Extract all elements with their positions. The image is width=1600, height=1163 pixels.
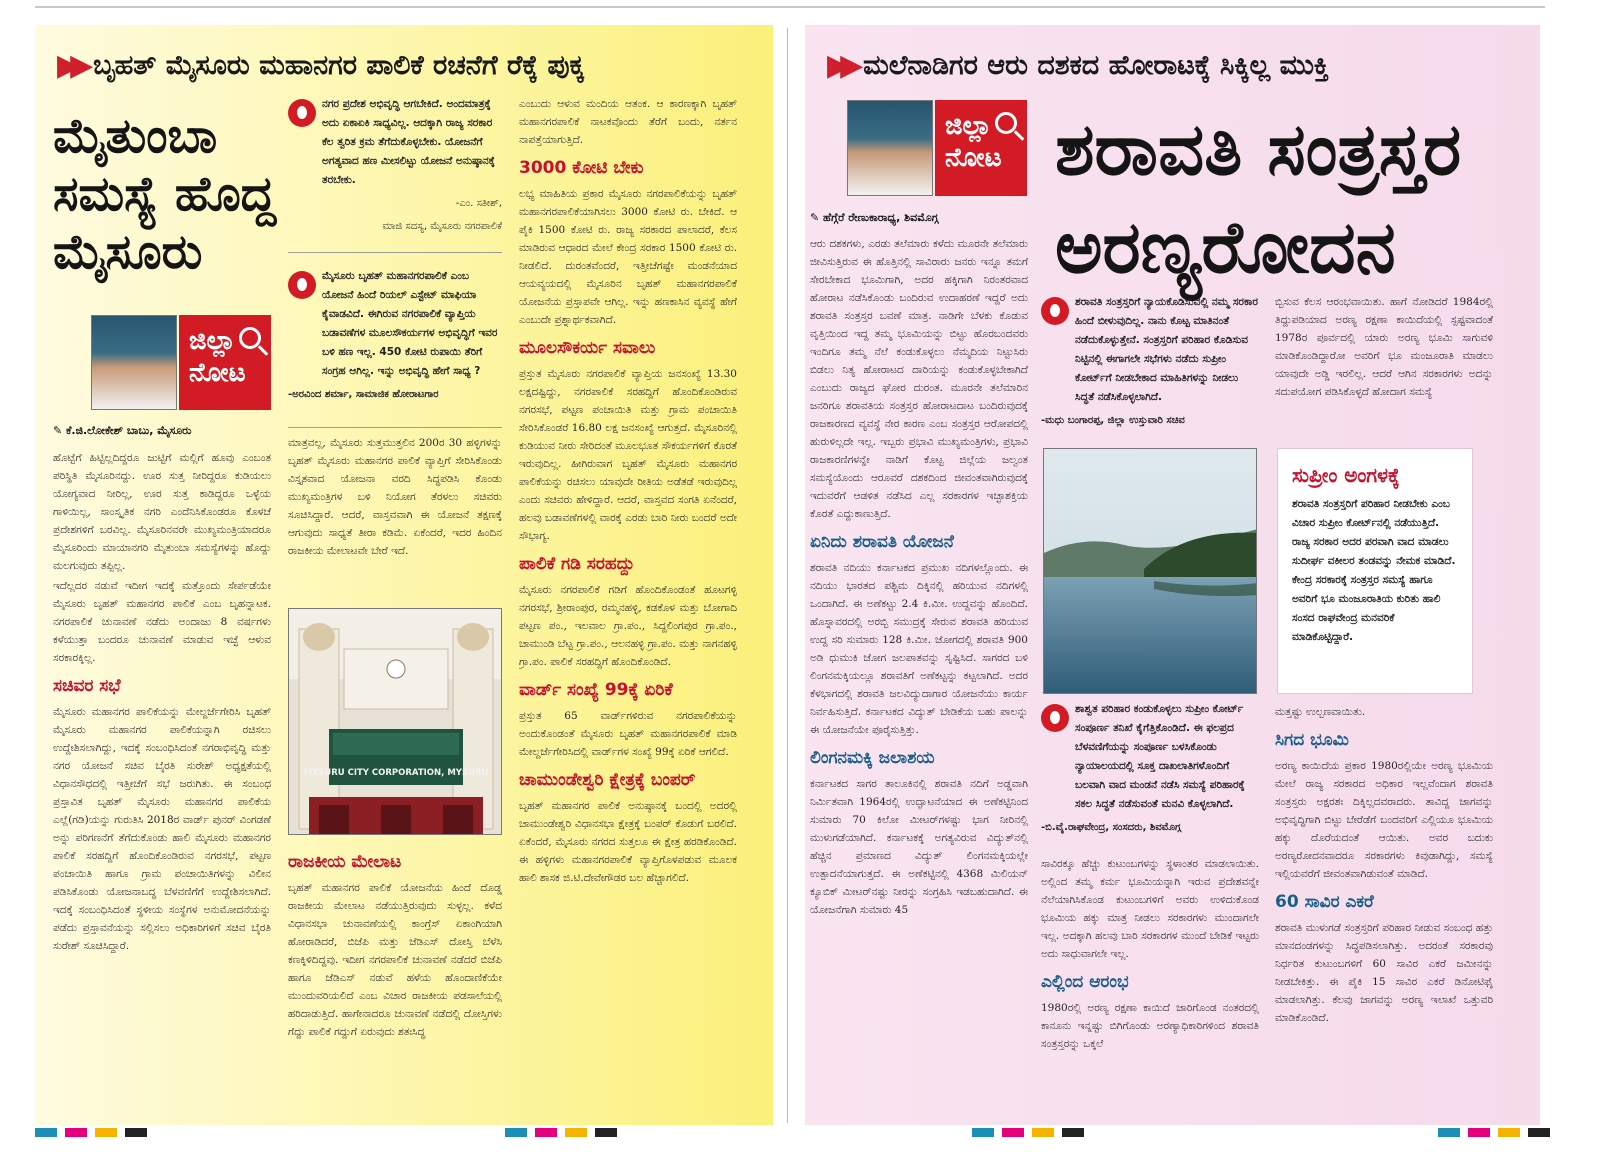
svg-text:MYSURU CITY CORPORATION, MYSUR: MYSURU CITY CORPORATION, MYSURU (303, 768, 489, 778)
author-photo (847, 100, 933, 196)
divider (288, 427, 502, 428)
color-swatch (535, 1128, 557, 1137)
left-headline: ಮೈತುಂಬಾ ಸಮಸ್ಯೆ ಹೊದ್ದ ಮೈಸೂರು (53, 108, 277, 280)
left-page (35, 25, 773, 1125)
subheading: ವಾರ್ಡ್ ಸಂಖ್ಯೆ 99ಕ್ಕೆ ಏರಿಕೆ (519, 680, 673, 700)
color-swatch (972, 1128, 994, 1137)
magnifier-icon (239, 327, 261, 349)
subheading: ಏನಿದು ಶರಾವತಿ ಯೋಜನೆ (810, 532, 954, 552)
right-col-3: ಬ್ಬಿಸುವ ಕೆಲಸ ಆರಂಭವಾಯಿತು. ಹಾಗೆ ನೋಡಿದರೆ 1984ರಲ್ಲಿ ತಿದ್ದುಪಡಿಯಾದ ಅರಣ್ಯ ರಕ್ಷಣಾ ಕಾಯಿದೆಯಲ್ಲಿ ಸ್ಪಷ್ಟವಾದಂತೆ 1978ರ ಪೂರ್ವದಲ್ಲಿ ಯಾರು ಅರಣ್ಯ ಭೂಮಿ ಸಾಗುವಳಿ ಮಾಡಿಕೊಂಡಿದ್ದಾರೋ ಅವರಿಗೆ ಭೂ ಮಂಜೂರಾತಿ ಮಾಡಲು ಯಾವುದೇ ಅಡ್ಡಿ ಇರಲಿಲ್ಲ. ಆದರೆ ಆಗಿನ ಸರಕಾರಗಳು ಅದನ್ನು ಸದುಪಯೋಗ ಪಡಿಸಿಕೊಳ್ಳದೆ ಹೋದಾಗ ಸಮಸ್ಯೆ (1275, 296, 1493, 398)
subheading: 60 ಸಾವಿರ ಎಕರೆ (1275, 892, 1374, 912)
jilla-nota-badge: ಜಿಲ್ಲಾ ನೋಟ (179, 315, 271, 410)
color-registration-bar (35, 1128, 147, 1137)
quote-drop-icon (288, 99, 316, 127)
quote-drop-icon (288, 271, 316, 299)
page-gutter (787, 28, 788, 1123)
subheading: ರಾಜಕೀಯ ಮೇಲಾಟ (288, 852, 402, 872)
right-byline: ✎ ಹೆಗ್ಗೆರೆ ರೇಣುಕಾರಾಧ್ಯ, ಶಿವಮೊಗ್ಗ (810, 211, 939, 224)
left-col-2-bottom: ರಾಜಕೀಯ ಮೇಲಾಟ ಬೃಹತ್ ಮಹಾನಗರ ಪಾಲಿಕೆ ಯೋಜನೆಯ ಹಿಂದೆ ದೊಡ್ಡ ರಾಜಕೀಯ ಮೇಲಾಟ ನಡೆಯುತ್ತಿರುವುದು ಸುಳ್ಳಲ್ಲ. ಕಳೆದ ವಿಧಾನಸಭಾ ಚುನಾವಣೆಯಲ್ಲಿ ಕಾಂಗ್ರೆಸ್ ಏಕಾಂಗಿಯಾಗಿ ಹೋರಾಡಿದರೆ, ಬಿಜೆಪಿ ಮತ್ತು ಜೆಡಿಎಸ್ ದೋಸ್ತಿ ಬೆಳೆಸಿ ಕಣಕ್ಕಿಳಿದಿದ್ದವು. ಇದೀಗ ನಗರಪಾಲಿಕೆ ಚುನಾವಣೆ ನಡೆದರೆ ಬಿಜೆಪಿ ಹಾಗೂ ಜೆಡಿಎಸ್ ನಡುವೆ ಹಳೆಯ ಹೊಂದಾಣಿಕೆಯೇ ಮುಂದುವರಿಯಲಿದೆ ಎಂಬ ವಿಚಾರ ರಾಜಕೀಯ ಪಡಸಾಲೆಯಲ್ಲಿ ಹರಿದಾಡುತ್ತಿದೆ. ಹಾಗೇನಾದರೂ ಚುನಾವಣೆ ನಡೆದಲ್ಲಿ ದೋಸ್ತಿಗಳು ಗೆದ್ದು ಪಾಲಿಕೆ ಗದ್ದುಗೆ ಏರುವುದು ಶತಃಸಿದ್ಧ (288, 843, 502, 1113)
color-swatch (35, 1128, 57, 1137)
color-swatch (125, 1128, 147, 1137)
color-swatch (1528, 1128, 1550, 1137)
subheading: ಸಿಗದ ಭೂಮಿ (1275, 730, 1349, 750)
color-registration-bar (1438, 1128, 1550, 1137)
color-swatch (1498, 1128, 1520, 1137)
right-col-1: ಆರು ದಶಕಗಳು, ಎರಡು ತಲೆಮಾರು ಕಳೆದು ಮೂರನೇ ತಲೆಮಾರು ಜೀವಿಸುತ್ತಿರುವ ಈ ಹೊತ್ತಿನಲ್ಲಿ ಸಾವಿರಾರು ಜನರು ಇನ್ನೂ ತಮಗೆ ಸೇರಬೇಕಾದ ಭೂಮಿಗಾಗಿ, ಅದರ ಹಕ್ಕಿಗಾಗಿ ನಿರಂತರವಾದ ಹೋರಾಟ ನಡೆಸಿಕೊಂಡು ಬಂದಿರುವ ಉದಾಹರಣೆ ಇದ್ದರೆ ಅದು ಶರಾವತಿ ಸಂತ್ರಸ್ತರ ಬವಣೆ ಮಾತ್ರ. ನಾಡಿಗೇ ಬೆಳಕು ಕೊಡುವ ವೃತ್ತಿಯಿಂದ ಇದ್ದ ತಮ್ಮ ಭೂಮಿಯನ್ನು ಬಿಟ್ಟು ಹೊರಬಂದವರು ಇಂದಿಗೂ ತಮ್ಮ ನೆಲೆ ಕಂಡುಕೊಳ್ಳಲು ನೆಮ್ಮದಿಯ ನಿಟ್ಟುಸಿರು ಬಿಡಲು ನಿತ್ಯ ಹೋರಾಟದ ದಾರಿಯನ್ನು ಕಂಡುಕೊಳ್ಳಬೇಕಾಗಿದೆ ಎಂಬುದು ರಾಜ್ಯದ ಘೋರ ದುರಂತ. ಮೂರನೇ ತಲೆಮಾರಿನ ಜನರಿಗೂ ಶರಾವತಿಯ ಸಂತ್ರಸ್ತರ ಹೋರಾಟದಾಟ ಬಂದಿರುವುದಕ್ಕೆ ರಾಜಕಾರಣದ ವ್ಯವಸ್ಥೆ ನೇರ ಕಾರಣ ಎಂಬ ಸಂತ್ರಸ್ತರ ಆರೋಪದಲ್ಲಿ ಹುರುಳಿಲ್ಲದೇ ಇಲ್ಲ. ಇಬ್ಬರು ಪ್ರಭಾವಿ ಮುಖ್ಯಮಂತ್ರಿಗಳು, ಪ್ರಭಾವಿ ರಾಜಕಾರಣಿಗಳನ್ನೇ ನಾಡಿಗೆ ಕೊಟ್ಟ ಜಿಲ್ಲೆಯ ಜಲ್ವಂತ ಸಮಸ್ಯೆಯೊಂದು ಆರೂವರೆ ದಶಕದಿಂದ ಜೀವಂತವಾಗಿರುವುದಕ್ಕೆ ಇದುವರೆಗೆ ಆಡಳಿತ ನಡೆಸಿದ ಎಲ್ಲ ಸರಕಾರಗಳ ಇಚ್ಛಾಶಕ್ತಿಯ ಕೊರತೆ ಎದ್ದುಕಾಣುತ್ತಿದೆ. ಏನಿದು ಶರಾವತಿ ಯೋಜನೆ ಶರಾವತಿ ನದಿಯು ಕರ್ನಾಟಕದ ಪ್ರಮುಖ ನದಿಗಳಲ್ಲೊಂದು. ಈ ನದಿಯು ಭಾರತದ ಪಶ್ಚಿಮ ದಿಕ್ಕಿನಲ್ಲಿ ಹರಿಯುವ ನದಿಗಳಲ್ಲಿ ಒಂದಾಗಿದೆ. ಈ ಅಣೆಕಟ್ಟು 2.4 ಕಿ.ಮೀ. ಉದ್ದವನ್ನು ಹೊಂದಿದೆ. ಹೊಸ್ನಾವರದಲ್ಲಿ ಅರಬ್ಬಿ ಸಮುದ್ರಕ್ಕೆ ಸೇರುವ ಶರಾವತಿ ಹರಿಯುವ ಉದ್ದ ಸರಿ ಸುಮಾರು 128 ಕಿ.ಮೀ. ಜೋಗದಲ್ಲಿ ಶರಾವತಿ 900 ಅಡಿ ಧುಮುಕಿ ಜೋಗ ಜಲಪಾತವನ್ನು ಸೃಷ್ಟಿಸಿದೆ. ಸಾಗರದ ಬಳಿ ಲಿಂಗನಮಕ್ಕಿಯಲ್ಲೂ ಶರಾವತಿಗೆ ಅಣೆಕಟ್ಟನ್ನು ಕಟ್ಟಲಾಗಿದೆ. ಅದರ ಕೆಳಭಾಗದಲ್ಲಿ ಶರಾವತಿ ಜಲವಿದ್ಯುದಾಗಾರ ಯೋಜನೆಯು ಕಾರ್ಯ ನಿರ್ವಹಿಸುತ್ತಿದೆ. ಕರ್ನಾಟಕದ ವಿದ್ಯುತ್ ಬೇಡಿಕೆಯ ಬಹು ಪಾಲನ್ನು ಈ ಯೋಜನೆಯೇ ಪೂರೈಸುತ್ತಿತ್ತು. ಲಿಂಗನಮಕ್ಕಿ ಜಲಾಶಯ ಕರ್ನಾಟಕದ ಸಾಗರ ತಾಲೂಕಿನಲ್ಲಿ ಶರಾವತಿ ನದಿಗೆ ಅಡ್ಡವಾಗಿ ನಿರ್ಮಿತವಾಗಿ 1964ರಲ್ಲಿ ಉದ್ಘಾಟನೆಯಾದ ಈ ಅಣೆಕಟ್ಟಿನಿಂದ ಸುಮಾರು 70 ಕಿಲೋ ಮೀಟರ್‌ಗಳಷ್ಟು ಭಾಗ ನೀರಿನಲ್ಲಿ ಮುಳುಗಡೆಯಾಗಿದೆ. ಕರ್ನಾಟಕಕ್ಕೆ ಅಗತ್ಯವಿರುವ ವಿದ್ಯುತ್‌ನಲ್ಲಿ ಹೆಚ್ಚಿನ ಪ್ರಮಾಣದ ವಿದ್ಯುತ್ ಲಿಂಗನಮಕ್ಕಿಯಲ್ಲೇ ಉತ್ಪಾದನೆಯಾಗುತ್ತದೆ. ಈ ಅಣೆಕಟ್ಟಿನಲ್ಲಿ 4368 ಮಿಲಿಯನ್ ಕ್ಯೂಬಿಕ್ ಮೀಟರ್‌ನಷ್ಟು ನೀರನ್ನು ಸಂಗ್ರಹಿಸಿ ಇಡಬಹುದಾಗಿದೆ. ಈ ಯೋಜನೆಗಾಗಿ ಸುಮಾರು 45 (810, 238, 1028, 916)
right-col-2: ಸಾವಿರಕ್ಕೂ ಹೆಚ್ಚು ಕುಟುಂಬಗಳನ್ನು ಸ್ಥಳಾಂತರ ಮಾಡಲಾಯಿತು. ಅಲ್ಲಿಂದ ತಮ್ಮ ಕರ್ಮ ಭೂಮಿಯನ್ನಾಗಿ ಇರುವ ಪ್ರದೇಶವನ್ನೇ ನೆಲೆಯಾಗಿಸಿಕೊಂಡ ಕುಟುಂಬಗಳಿಗೆ ಅವರು ಉಳಿದುಕೊಂಡ ಭೂಮಿಯ ಹಕ್ಕು ಮಾತ್ರ ನೀಡಲು ಸರಕಾರಗಳು ಮುಂದಾಗಲೇ ಇಲ್ಲ. ಅದಕ್ಕಾಗಿ ಹಲವು ಬಾರಿ ಸರಕಾರಗಳ ಮುಂದೆ ಬೇಡಿಕೆ ಇಟ್ಟರು ಅದು ಸಾಧುವಾಗಲೇ ಇಲ್ಲ. ಎಲ್ಲಿಂದ ಆರಂಭ 1980ರಲ್ಲಿ ಅರಣ್ಯ ರಕ್ಷಣಾ ಕಾಯಿದೆ ಜಾರಿಗೊಂಡ ನಂತರದಲ್ಲಿ ಕಾನೂನು ಇನ್ನಷ್ಟು ಬಿಗಿಗೊಂಡು ಅರಣ್ಯಾಧಿಕಾರಿಗಳಿಂದ ಶರಾವತಿ ಸಂತ್ರಸ್ತರನ್ನು ಒಕ್ಕಲೆ (1041, 858, 1259, 1050)
color-swatch (505, 1128, 527, 1137)
left-byline: ✎ ಕೆ.ಜಿ.ಲೋಕೇಶ್ ಬಾಬು, ಮೈಸೂರು (53, 424, 192, 437)
color-swatch (1002, 1128, 1024, 1137)
quote-block: ನಗರ ಪ್ರದೇಶ ಅಭಿವೃದ್ಧಿ ಆಗಬೇಕಿದೆ. ಅಂದಮಾತ್ರಕ್ಕೆ ಅದು ಏಕಾಏಕಿ ಸಾಧ್ಯವಿಲ್ಲ. ಆದಕ್ಕಾಗಿ ರಾಜ್ಯ ಸರಕಾರ ಕೆಲ ತ್ವರಿತ ಕ್ರಮ ತೆಗೆದುಕೊಳ್ಳಬೇಕು. ಯೋಜನೆಗೆ ಅಗತ್ಯವಾದ ಹಣ ಮೀಸಲಿಟ್ಟು ಯೋಜನೆ ಅನುಷ್ಠಾನಕ್ಕೆ ತರಬೇಕು. -ಎಂ. ಸತೀಶ್, ಮಾಜಿ ಸದಸ್ಯ, ಮೈಸೂರು ನಗರಪಾಲಿಕೆ (288, 95, 502, 236)
right-page (805, 25, 1540, 1125)
supreme-court-box: ಸುಪ್ರೀಂ ಅಂಗಳಕ್ಕೆ ಶರಾವತಿ ಸಂತ್ರಸ್ತರಿಗೆ ಪರಿಹಾರ ನೀಡಬೇಕು ಎಂಬ ವಿಚಾರ ಸುಪ್ರೀಂ ಕೋರ್ಟ್‌ನಲ್ಲಿ ನಡೆಯುತ್ತಿದೆ. ರಾಜ್ಯ ಸರಕಾರ ಅದರ ಪರವಾಗಿ ವಾದ ಮಾಡಲು ಸುದೀರ್ಘ ವಕೀಲರ ತಂಡವನ್ನು ನೇಮಕ ಮಾಡಿದೆ. ಕೇಂದ್ರ ಸರಕಾರಕ್ಕೆ ಸಂತ್ರಸ್ತರ ಸಮಸ್ಯೆ ಹಾಗೂ ಅವರಿಗೆ ಭೂ ಮಂಜೂರಾತಿಯ ಕುರಿತು ಹಾಲಿ ಸಂಸದ ರಾಘವೇಂದ್ರ ಮನವರಿಕೆ ಮಾಡಿಕೊಟ್ಟಿದ್ದಾರೆ. (1277, 448, 1473, 694)
color-swatch (65, 1128, 87, 1137)
subheading: ಪಾಲಿಕೆ ಗಡಿ ಸರಹದ್ದು (519, 554, 635, 574)
sharavathi-river-photo (1043, 448, 1257, 694)
right-headline: ಶರಾವತಿ ಸಂತ್ರಸ್ತರ ಅರಣ್ಯರೋದನ (1055, 107, 1462, 289)
subheading: ಚಾಮುಂಡೇಶ್ವರಿ ಕ್ಷೇತ್ರಕ್ಕೆ ಬಂಪರ್ (519, 770, 696, 790)
quote-block: ಶರಾವತಿ ಸಂತ್ರಸ್ತರಿಗೆ ನ್ಯಾಯಕೊಡಿಸುವಲ್ಲಿ ನಮ್ಮ ಸರಕಾರ ಹಿಂದೆ ಬೀಳುವುದಿಲ್ಲ. ನಾನು ಕೊಟ್ಟ ಮಾತಿನಂತೆ ನಡೆದುಕೊಳ್ಳುತ್ತೇನೆ. ಸಂತ್ರಸ್ತರಿಗೆ ಪರಿಹಾರ ಕೊಡಿಸುವ ನಿಟ್ಟಿನಲ್ಲಿ ಈಗಾಗಲೇ ಸಭೆಗಳು ನಡೆದು ಸುಪ್ರೀಂ ಕೋರ್ಟ್‌ಗೆ ನೀಡಬೇಕಾದ ಮಾಹಿತಿಗಳನ್ನು ನೀಡಲು ಸಿದ್ಧತೆ ನಡೆಸಿಕೊಳ್ಳಲಾಗಿದೆ. -ಮಧು ಬಂಗಾರಪ್ಪ, ಜಿಲ್ಲಾ ಉಸ್ತುವಾರಿ ಸಚಿವ (1041, 296, 1258, 426)
subheading: ಲಿಂಗನಮಕ್ಕಿ ಜಲಾಶಯ (810, 748, 935, 768)
color-swatch (1062, 1128, 1084, 1137)
divider (288, 252, 502, 253)
quote-block: ಮೈಸೂರು ಬೃಹತ್ ಮಹಾನಗರಪಾಲಿಕೆ ಎಂಬ ಯೋಜನೆ ಹಿಂದೆ ರಿಯಲ್ ಎಸ್ಟೇಟ್ ಮಾಫಿಯಾ ಕೈವಾಡವಿದೆ. ಈಗಿರುವ ನಗರಪಾಲಿಕೆ ವ್ಯಾಪ್ತಿಯ ಬಡಾವಣೆಗಳ ಮೂಲಸೌಕರ್ಯಗಳ ಅಭಿವೃದ್ಧಿಗೆ ಇವರ ಬಳಿ ಹಣ ಇಲ್ಲ. 450 ಕೋಟಿ ರುಪಾಯಿ ತೆರಿಗೆ ಸಂಗ್ರಹ ಆಗಿಲ್ಲ. ಇನ್ನು ಅಭಿವೃದ್ಧಿ ಹೇಗೆ ಸಾಧ್ಯ ? -ಅರವಿಂದ ಶರ್ಮಾ, ಸಾಮಾಜಿಕ ಹೋರಾಟಗಾರ (288, 270, 498, 400)
city-corporation-building-image (289, 609, 502, 835)
right-col-4: ಮತ್ತಷ್ಟು ಉಲ್ಬಣವಾಯಿತು. ಸಿಗದ ಭೂಮಿ ಅರಣ್ಯ ಕಾಯಿದೆಯ ಪ್ರಕಾರ 1980ರಲ್ಲಿಯೇ ಅರಣ್ಯ ಭೂಮಿಯ ಮೇಲೆ ರಾಜ್ಯ ಸರಕಾರದ ಅಧಿಕಾರ ಇಲ್ಲವೆಂದಾಗ ಶರಾವತಿ ಸಂತ್ರಸ್ತರು ಅಕ್ಷರಶಃ ದಿಕ್ಕಿಲ್ಲದವರಾದರು. ತಾವಿದ್ದ ಜಾಗವನ್ನು ಅಭಿವೃದ್ಧಿಗಾಗಿ ಬಿಟ್ಟು ಬೇರೆಡೆಗೆ ಬಂದವರಿಗೆ ಎಲ್ಲಿಯೂ ಭೂಮಿಯ ಹಕ್ಕು ದೊರೆಯದಂತೆ ಆಯಿತು. ಅವರ ಬದುಕು ಅರಣ್ಯರೋದನವಾದರೂ ಸರಕಾರಗಳು ಕಿವುಡಾಗಿದ್ದು, ಸಮಸ್ಯೆ ಇಲ್ಲಿಯವರೆಗೆ ಜೀವಂತವಾಗಿಡುವಂತೆ ಮಾಡಿದೆ. 60 ಸಾವಿರ ಎಕರೆ ಶರಾವತಿ ಮುಳುಗಡೆ ಸಂತ್ರಸ್ತರಿಗೆ ಪರಿಹಾರ ನೀಡುವ ಸಂಬಂಧ ಹತ್ತು ಮಾನದಂಡಗಳನ್ನು ಸಿದ್ಧಪಡಿಸಲಾಗಿತ್ತು. ಅದರಂತೆ ಸರಕಾರವು ನಿರ್ಧರಿತ ಕುಟುಂಬಗಳಿಗೆ 60 ಸಾವಿರ ಎಕರೆ ಜಮೀನನ್ನು ನೀಡಬೇಕಿತ್ತು. ಈ ಪೈಕಿ 15 ಸಾವಿರ ಎಕರೆ ಡಿನೋಟಿಫೈ ಮಾಡಲಾಗಿತ್ತು. ಕೆಲವು ಜಾಗವನ್ನು ಅರಣ್ಯ ಇಲಾಖೆ ಒತ್ತುವರಿ ಮಾಡಿಕೊಂಡಿದೆ. (1275, 706, 1493, 1024)
subheading: ಎಲ್ಲಿಂದ ಆರಂಭ (1041, 972, 1129, 992)
color-registration-bar (505, 1128, 617, 1137)
color-swatch (565, 1128, 587, 1137)
double-arrow-icon: ▶▶ (827, 48, 854, 83)
color-swatch (1438, 1128, 1460, 1137)
subheading: ಮೂಲಸೌಕರ್ಯ ಸವಾಲು (519, 338, 656, 358)
city-corporation-photo (288, 608, 502, 835)
color-swatch (1468, 1128, 1490, 1137)
magnifier-icon (995, 112, 1017, 134)
left-kicker: ▶▶ ಬೃಹತ್ ಮೈಸೂರು ಮಹಾನಗರ ಪಾಲಿಕೆ ರಚನೆಗೆ ರೆಕ್ಕೆ ಪುಕ್ಕ (57, 48, 585, 83)
left-col-1: ಹೊಟ್ಟೆಗೆ ಹಿಟ್ಟಿಲ್ಲದಿದ್ದರೂ ಜುಟ್ಟಿಗೆ ಮಲ್ಲಿಗೆ ಹೂವು ಎಂಬಂತ ಪರಿಸ್ಥಿತಿ ಮೈಸೂರಿನದ್ದು. ಊರ ಸುತ್ತ ನೀರಿದ್ದರೂ ಕುಡಿಯಲು ಯೋಗ್ಯವಾದ ನೀರಿಲ್ಲ, ಊರ ಸುತ್ತ ಕಾಡಿದ್ದರೂ ಒಳ್ಳೆಯ ಗಾಳಿಯಿಲ್ಲ, ಸಾಂಸ್ಕೃತಿಕ ನಗರಿ ಎಂದೆನಿಸಿಕೊಂಡರೂ ಕೊಳಚೆ ಪ್ರದೇಶಗಳಿಗೆ ಬರವಿಲ್ಲ. ಮೈಸೂರಿನವರೇ ಮುಖ್ಯಮಂತ್ರಿಯಾದರೂ ಮೈಸೂರಿಂದು ಮಾಯಾನಗರಿ ಮೈತುಂಬಾ ಸಮಸ್ಯೆಗಳನ್ನು ಹೊದ್ದು ಮಲಗುವುದು ತಪ್ಪಿಲ್ಲ. ಇದೆಲ್ಲದರ ನಡುವೆ ಇದೀಗ ಇದಕ್ಕೆ ಮತ್ತೊಂದು ಸೇರ್ಪಡೆಯೇ ಮೈಸೂರು ಬೃಹತ್ ಮಹಾನಗರ ಪಾಲಿಕೆ ಎಂಬ ಬೃಹನ್ನಾಟಕ. ನಗರಪಾಲಿಕೆ ಚುನಾವಣೆ ನಡೆದು ಅಂದಾಜು 8 ವರ್ಷಗಳು ಕಳೆಯುತ್ತಾ ಬಂದರೂ ಚುನಾವಣೆ ಮಾಡುವ ಇಚ್ಛೆ ಆಳುವ ಸರಕಾರಕ್ಕಿಲ್ಲ. ಸಚಿವರ ಸಭೆ ಮೈಸೂರು ಮಹಾನಗರ ಪಾಲಿಕೆಯನ್ನು ಮೇಲ್ದರ್ಜೆಗೇರಿಸಿ ಬೃಹತ್ ಮೈಸೂರು ಮಹಾನಗರ ಪಾಲಿಕೆಯನ್ನಾಗಿ ರಚಿಸಲು ಉದ್ದೇಶಿಸಲಾಗಿದ್ದು, ಇದಕ್ಕೆ ಸಂಬಂಧಿಸಿದಂತೆ ನಗರಾಭಿವೃದ್ಧಿ ಮತ್ತು ನಗರ ಯೋಜನೆ ಸಚಿವ ಬೈರತಿ ಸುರೇಶ್ ಅಧ್ಯಕ್ಷತೆಯಲ್ಲಿ ವಿಧಾನಸೌಧದಲ್ಲಿ ಇತ್ತೀಚೆಗೆ ಸಭೆ ಜರುಗಿತು. ಈ ಸಂಬಂಧ ಪ್ರಸ್ತಾವಿತ ಬೃಹತ್ ಮೈಸೂರು ಮಹಾನಗರ ಪಾಲಿಕೆಯ ಎಲ್ಲೆ(ಗಡಿ)ಯನ್ನು ಗುರುತಿಸಿ 2018ರ ವಾರ್ಡ್ ಪುನರ್ ವಿಂಗಡಣೆ ಅನ್ನು ಪರಿಗಣನೆಗೆ ತೆಗೆದುಕೊಂಡು ಹಾಲಿ ಮೈಸೂರು ಮಹಾನಗರ ಪಾಲಿಕೆ ಸರಹದ್ದಿಗೆ ಹೊಂದಿಕೊಂಡಿರುವ ನಗರಸಭೆ, ಪಟ್ಟಣ ಪಂಚಾಯಿತಿ ಹಾಗೂ ಗ್ರಾಮ ಪಂಚಾಯಿತಿಗಳನ್ನು ವಿಲೀನ ಪಡಿಸಿಕೊಂಡು ಯೋಜನಾಬದ್ಧ ಬೆಳವಣಿಗೆಗೆ ಉದ್ದೇಶಿಸಲಾಗಿದೆ. ಇದಕ್ಕೆ ಸಂಬಂಧಿಸಿದಂತೆ ಸ್ಥಳೀಯ ಸಂಸ್ಥೆಗಳ ಅನುಮೋದನೆಯನ್ನು ಪಡೆದು ಪ್ರಸ್ತಾವನೆಯನ್ನು ಸಲ್ಲಿಸಲು ಅಧಿಕಾರಿಗಳಿಗೆ ಸಚಿವ ಬೈರತಿ ಸುರೇಶ್ ಸೂಚಿಸಿದ್ದಾರೆ. (53, 452, 271, 952)
author-photo (91, 315, 177, 410)
top-rule (35, 6, 1545, 8)
color-swatch (1032, 1128, 1054, 1137)
left-col-2: ಮಾತ್ರವಲ್ಲ, ಮೈಸೂರು ಸುತ್ತಮುತ್ತಲಿನ 200ರ 30 ಹಳ್ಳಿಗಳನ್ನು ಬೃಹತ್ ಮೈಸೂರು ಮಹಾನಗರ ಪಾಲಿಕೆ ವ್ಯಾಪ್ತಿಗೆ ಸೇರಿಸಿಕೊಂಡು ವಿಸ್ತೃತವಾದ ಯೋಜನಾ ವರದಿ ಸಿದ್ಧಪಡಿಸಿ ಕೊಂಡು ಮುಖ್ಯಮಂತ್ರಿಗಳ ಬಳಿ ನಿಯೋಗ ತೆರಳಲು ಸಚಿವರು ಸೂಚಿಸಿದ್ದಾರೆ. ಆದರೆ, ವಾಸ್ತವವಾಗಿ ಈ ಯೋಜನೆ ತಕ್ಷಣಕ್ಕೆ ಆಗುವುದು ಸಾಧ್ಯತೆ ತೀರಾ ಕಡಿಮೆ. ಏಕೆಂದರೆ, ಇದರ ಹಿಂದಿನ ರಾಜಕೀಯ ಮೇಲಾಟವೇ ಬೇರೆ ಇದೆ. (288, 437, 502, 557)
color-swatch (595, 1128, 617, 1137)
double-arrow-icon: ▶▶ (57, 48, 84, 83)
quote-drop-icon (1041, 297, 1069, 325)
color-swatch (95, 1128, 117, 1137)
color-registration-bar (972, 1128, 1084, 1137)
quote-block: ಶಾಶ್ವತ ಪರಿಹಾರ ಕಂಡುಕೊಳ್ಳಲು ಸುಪ್ರೀಂ ಕೋರ್ಟ್ ಸಂಪೂರ್ಣ ತನಿಖೆ ಕೈಗೆತ್ತಿಕೊಂಡಿದೆ. ಈ ಫಲಪ್ರದ ಬೆಳವಣಿಗೆಯನ್ನು ಸಂಪೂರ್ಣ ಬಳಸಿಕೊಂಡು ನ್ಯಾಯಾಲಯದಲ್ಲಿ ಸೂಕ್ತ ದಾಖಲಾತಿಗಳೊಂದಿಗೆ ಬಲವಾಗಿ ವಾದ ಮಂಡನೆ ನಡೆಸಿ ಸಮಸ್ಯೆ ಪರಿಹಾರಕ್ಕೆ ಸಕಲ ಸಿದ್ಧತೆ ನಡೆಸುವಂತೆ ಮನವಿ ಕೊಳ್ಳಲಾಗಿದೆ. -ಬಿ.ವೈ.ರಾಘವೇಂದ್ರ, ಸಂಸದರು, ಶಿವಮೊಗ್ಗ (1041, 703, 1245, 833)
subheading: 3000 ಕೋಟಿ ಬೇಕು (519, 158, 644, 178)
river-landscape-image (1044, 449, 1257, 694)
quote-drop-icon (1041, 704, 1069, 732)
right-kicker: ▶▶ ಮಲೆನಾಡಿಗರ ಆರು ದಶಕದ ಹೋರಾಟಕ್ಕೆ ಸಿಕ್ಕಿಲ್ಲ ಮುಕ್ತಿ (827, 48, 1329, 83)
subheading: ಸಚಿವರ ಸಭೆ (53, 676, 121, 696)
jilla-nota-badge: ಜಿಲ್ಲಾ ನೋಟ (935, 100, 1027, 196)
left-col-3: ಎಂಬುದು ಆಳುವ ಮಂದಿಯ ಆತಂಕ. ಆ ಕಾರಣಕ್ಕಾಗಿ ಬೃಹತ್ ಮಹಾನಗರಪಾಲಿಕೆ ನಾಟಕವೊಂದು ತೆರೆಗೆ ಬಂದು, ನರ್ತನ ನಾಪತ್ತೆಯಾಗುತ್ತಿದೆ. 3000 ಕೋಟಿ ಬೇಕು ಲಭ್ಯ ಮಾಹಿತಿಯ ಪ್ರಕಾರ ಮೈಸೂರು ನಗರಪಾಲಿಕೆಯನ್ನು ಬೃಹತ್ ಮಹಾನಗರಪಾಲಿಕೆಯಾಗಿಸಲು 3000 ಕೋಟಿ ರು. ಬೇಕಿದೆ. ಆ ಪೈಕಿ 1500 ಕೋಟಿ ರು. ರಾಜ್ಯ ಸರಕಾರದ ಪಾಲಾದರೆ, ಕೆಲಸ ಮಾಡಿರುವ ಆಧಾರದ ಮೇಲೆ ಕೇಂದ್ರ ಸರಕಾರ 1500 ಕೋಟಿ ರು. ನೀಡಲಿದೆ. ದುರಂತವೆಂದರೆ, ಇತ್ತೀಚೆಗಷ್ಟೇ ಮಂಡನೆಯಾದ ಆಯವ್ಯಯದಲ್ಲಿ ಮೈಸೂರಿನ ಬೃಹತ್ ಮಹಾನಗರಪಾಲಿಕೆ ಯೋಜನೆಯ ಪ್ರಸ್ತಾಪವೇ ಆಗಿಲ್ಲ. ಇನ್ನು ಹಣಕಾಸಿನ ವ್ಯವಸ್ಥೆ ಹೇಗೆ ಎಂಬುದೇ ಪ್ರಶ್ನಾರ್ಥಕವಾಗಿದೆ. ಮೂಲಸೌಕರ್ಯ ಸವಾಲು ಪ್ರಸ್ತುತ ಮೈಸೂರು ನಗರಪಾಲಿಕೆ ವ್ಯಾಪ್ತಿಯ ಜನಸಂಖ್ಯೆ 13.30 ಲಕ್ಷದಷ್ಟಿದ್ದು, ನಗರಪಾಲಿಕೆ ಸರಹದ್ದಿಗೆ ಹೊಂದಿಕೊಂಡಿರುವ ನಗರಸಭೆ, ಪಟ್ಟಣ ಪಂಚಾಯಿತಿ ಮತ್ತು ಗ್ರಾಮ ಪಂಚಾಯಿತಿ ಸೇರಿಸಿಕೊಂಡರೆ 16.80 ಲಕ್ಷ ಜನಸಂಖ್ಯೆ ಆಗುತ್ತದೆ. ಮೈಸೂರಿನಲ್ಲಿ ಕುಡಿಯುವ ನೀರು ಸೇರಿದಂತೆ ಮೂಲಭೂತ ಸೌಕರ್ಯಗಳಿಗೆ ಕೊರತೆ ಇರುವುದಿಲ್ಲ. ಹೀಗಿರುವಾಗ ಬೃಹತ್ ಮೈಸೂರು ಮಹಾನಗರ ಪಾಲಿಕೆಯನ್ನು ರಚಿಸಲು ಯಾವುದೇ ರೀತಿಯ ಅಡೆತಡೆ ಇರುವುದಿಲ್ಲ ಎಂದು ಸಚಿವರು ಹೇಳಿದ್ದಾರೆ. ಆದರೆ, ವಾಸ್ತವದ ಸಂಗತಿ ಏನೆಂದರೆ, ಹಲವು ಬಡಾವಣೆಗಳಲ್ಲಿ ವಾರಕ್ಕೆ ಎರಡು ಬಾರಿ ನೀರು ಬಂದರೆ ಅದೇ ಸೌಭಾಗ್ಯ. ಪಾಲಿಕೆ ಗಡಿ ಸರಹದ್ದು ಮೈಸೂರು ನಗರಪಾಲಿಕೆ ಗಡಿಗೆ ಹೊಂದಿಕೊಂಡಂತೆ ಹೂಟಗಳ್ಳಿ ನಗರಸಭೆ, ಶ್ರೀರಾಂಪುರ, ರಮ್ಮನಹಳ್ಳಿ, ಕಡಕೊಳ ಮತ್ತು ಬೋಗಾದಿ ಪಟ್ಟಣ ಪಂ., ಇಲವಾಲ ಗ್ರಾ.ಪಂ., ಸಿದ್ದಲಿಂಗಪುರ ಗ್ರಾ.ಪಂ., ಚಾಮುಂಡಿ ಬೆಟ್ಟ ಗ್ರಾ.ಪಂ., ಆಲನಹಳ್ಳಿ ಗ್ರಾ.ಪಂ. ಮತ್ತು ನಾಗನಹಳ್ಳಿ ಗ್ರಾ.ಪಂ. ಪಾಲಿಕೆ ಸರಹದ್ದಿಗೆ ಹೊಂದಿಕೊಂಡಿದೆ. ವಾರ್ಡ್ ಸಂಖ್ಯೆ 99ಕ್ಕೆ ಏರಿಕೆ ಪ್ರಸ್ತುತ 65 ವಾರ್ಡ್‌ಗಳಿರುವ ನಗರಪಾಲಿಕೆಯನ್ನು ಅಂದುಕೊಂಡಂತೆ ಮೈಸೂರು ಬೃಹತ್ ಮಹಾನಗರಪಾಲಿಕೆ ಮಾಡಿ ಮೇಲ್ದರ್ಜೆಗೇರಿಸಿದಲ್ಲಿ ವಾರ್ಡ್‌ಗಳ ಸಂಖ್ಯೆ 99ಕ್ಕೆ ಏರಿಕೆ ಆಗಲಿದೆ. ಚಾಮುಂಡೇಶ್ವರಿ ಕ್ಷೇತ್ರಕ್ಕೆ ಬಂಪರ್ ಬೃಹತ್ ಮಹಾನಗರ ಪಾಲಿಕೆ ಅನುಷ್ಠಾನಕ್ಕೆ ಬಂದಲ್ಲಿ ಅದರಲ್ಲಿ ಚಾಮುಂಡೇಶ್ವರಿ ವಿಧಾನಸಭಾ ಕ್ಷೇತ್ರಕ್ಕೆ ಬಂಪರ್ ಕೊಡುಗೆ ಬರಲಿದೆ. ಏಕೆಂದರೆ, ಮೈಸೂರು ನಗರದ ಸುತ್ತಲೂ ಈ ಕ್ಷೇತ್ರ ಹರಡಿಕೊಂಡಿದೆ. ಈ ಹಳ್ಳಿಗಳು ಮಹಾನಗರಪಾಲಿಕೆ ವ್ಯಾಪ್ತಿಗೊಳಪಡುವ ಮೂಲಕ ಹಾಲಿ ಶಾಸಕ ಜಿ.ಟಿ.ದೇವೇಗೌಡರ ಬಲ ಹೆಚ್ಚಾಗಲಿದೆ. (519, 98, 737, 884)
